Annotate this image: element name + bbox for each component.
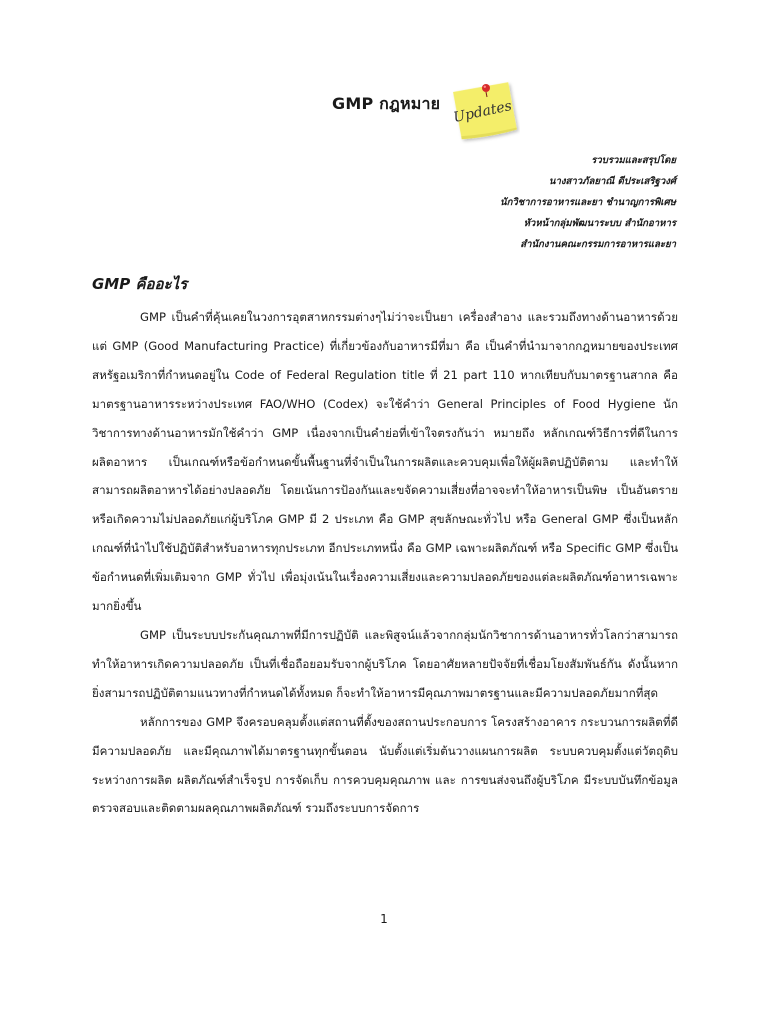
author-department: หัวหน้ากลุ่มพัฒนาระบบ สำนักอาหาร (523, 218, 676, 229)
author-block (500, 150, 676, 255)
paragraph-3: หลักการของ GMP จึงครอบคลุมตั้งแต่สถานที่ตั้งของสถานประกอบการ โครงสร้างอาคาร กระบวนการผลิตที่ดีมีความปลอดภัย และมีคุณภาพได้มาตรฐานทุกขั้นตอน นับตั้งแต่เริ่มต้นวางแผนการผลิต ระบบควบคุมตั้งแต่วัตถุดิบ ระหว่างการผลิต ผลิตภัณฑ์สำเร็จรูป การจัดเก็บ การควบคุมคุณภาพ และ การขนส่งจนถึงผู้บริโภค มีระบบบันทึกข้อมูล ตรวจสอบและติดตามผลคุณภาพผลิตภัณฑ์ รวมถึงระบบการจัดการ (92, 714, 678, 816)
author-organization: สำนักงานคณะกรรมการอาหารและยา (520, 239, 676, 250)
updates-sticky-note (446, 78, 520, 144)
author-line-compiled-by: รวบรวมและสรุปโดย (591, 155, 676, 166)
author-name: นางสาวภัลยาณี ดีประเสริฐวงศ์ (548, 176, 676, 187)
title-row (0, 78, 768, 148)
sticky-note-label: Updates (451, 98, 514, 127)
paragraph-2: GMP เป็นระบบประกันคุณภาพที่มีการปฏิบัติ และพิสูจน์แล้วจากกลุ่มนักวิชาการด้านอาหารทั่วโลกว่าสามารถทำให้อาหารเกิดความปลอดภัย เป็นที่เชื่อถือยอมรับจากผู้บริโภค โดยอาศัยหลายปัจจัยที่เชื่อมโยงสัมพันธ์กัน ดังนั้นหากยิ่งสามารถปฏิบัติตามแนวทางที่กำหนดได้ทั้งหมด ก็จะทำให้อาหารมีคุณภาพมาตรฐานและมีความปลอดภัยมากที่สุด (92, 627, 678, 700)
page-number: 1 (380, 912, 388, 926)
page-title: GMP กฎหมาย (332, 94, 441, 113)
author-position: นักวิชาการอาหารและยา ชำนาญการพิเศษ (500, 197, 676, 208)
body-text (92, 303, 678, 823)
pin-icon (482, 84, 490, 92)
paragraph-1: GMP เป็นคำที่คุ้นเคยในวงการอุตสาหกรรมต่างๆไม่ว่าจะเป็นยา เครื่องสำอาง และรวมถึงทางด้านอาหารด้วย แต่ GMP (Good Manufacturing Practice) ที่เกี่ยวข้องกับอาหารมีที่มา คือ เป็นคำที่นำมาจากกฎหมายของประเทศสหรัฐอเมริกาที่กำหนดอยู่ใน Code of Federal Regulation title ที่ 21 part 110 หากเทียบกับมาตรฐานสากล คือ มาตรฐานอาหารระหว่างประเทศ FAO/WHO (Codex) จะใช้คำว่า General Principles of Food Hygiene นักวิชาการทางด้านอาหารมักใช้คำว่า GMP เนื่องจากเป็นคำย่อที่เข้าใจตรงกันว่า หมายถึง หลักเกณฑ์วิธีการที่ดีในการผลิตอาหาร เป็นเกณฑ์หรือข้อกำหนดขั้นพื้นฐานที่จำเป็นในการผลิตและควบคุมเพื่อให้ผู้ผลิตปฏิบัติตาม และทำให้สามารถผลิตอาหารได้อย่างปลอดภัย โดยเน้นการป้องกันและขจัดความเสี่ยงที่อาจจะทำให้อาหารเป็นพิษ เป็นอันตราย หรือเกิดความไม่ปลอดภัยแก่ผู้บริโภค GMP มี 2 ประเภท คือ GMP สุขลักษณะทั่วไป หรือ General GMP ซึ่งเป็นหลักเกณฑ์ที่นำไปใช้ปฏิบัติสำหรับอาหารทุกประเภท อีกประเภทหนึ่ง คือ GMP เฉพาะผลิตภัณฑ์ หรือ Specific GMP ซึ่งเป็นข้อกำหนดที่เพิ่มเติมจาก GMP ทั่วไป เพื่อมุ่งเน้นในเรื่องความเสี่ยงและความปลอดภัยของแต่ละผลิตภัณฑ์อาหารเฉพาะมากยิ่งขึ้น (92, 310, 678, 614)
section-heading: GMP คืออะไร (92, 275, 188, 293)
sticky-note-icon (446, 78, 520, 144)
